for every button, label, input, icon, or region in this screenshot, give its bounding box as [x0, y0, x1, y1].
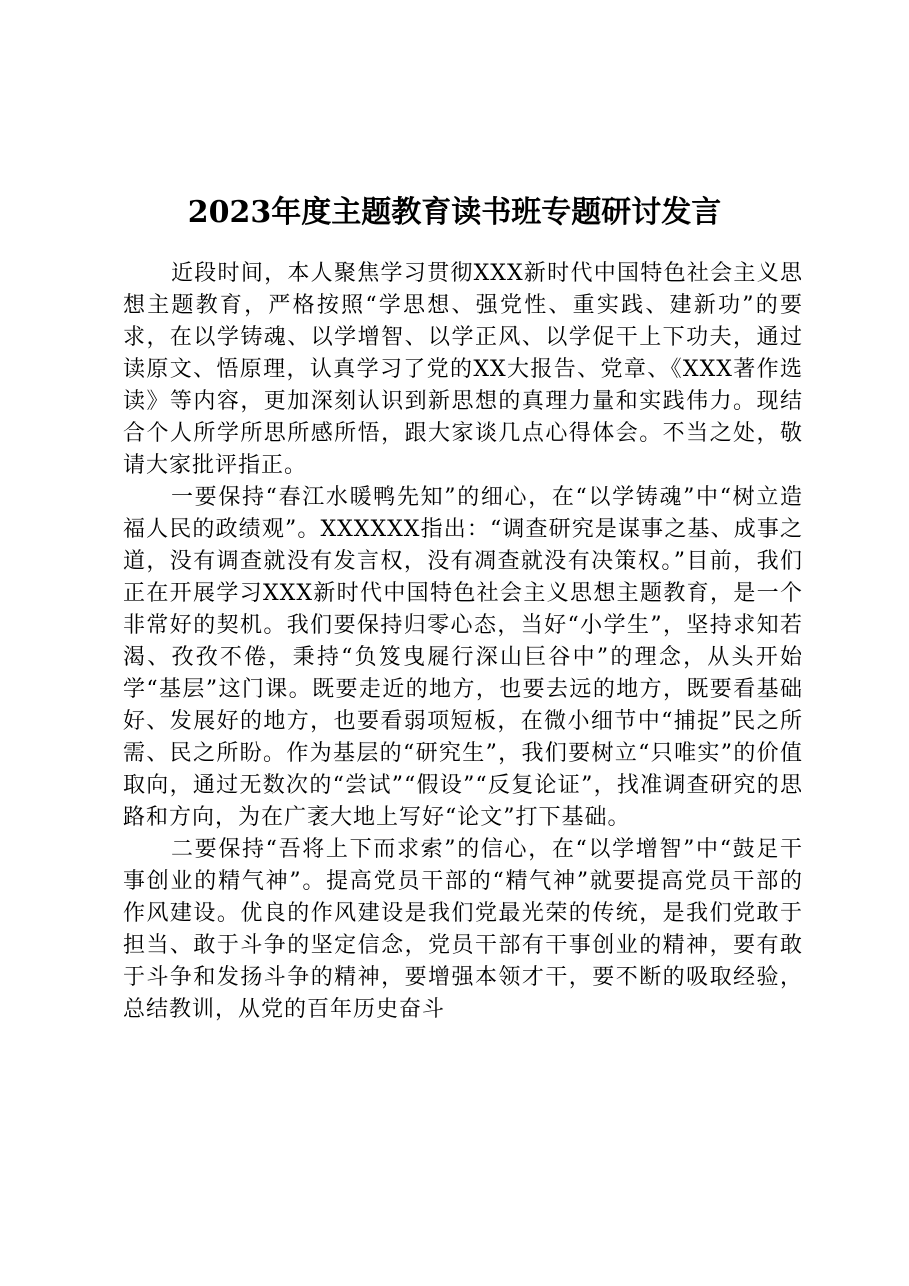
paragraph-intro: 近段时间，本人聚焦学习贯彻XXX新时代中国特色社会主义思想主题教育，严格按照“学思想、强党性、重实践、建新功”的要求，在以学铸魂、以学增智、以学正风、以学促干上下功夫，通过读原文、悟原理，认真学习了党的XX大报告、党章、《XXX著作选读》等内容，更加深刻认识到新思想的真理力量和实践伟力。现结合个人所学所思所感所悟，跟大家谈几点心得体会。不当之处，敬请大家批评指正。 [123, 261, 803, 478]
paragraph-point-two: 二要保持“吾将上下而求索”的信心，在“以学增智”中“鼓足干事创业的精气神”。提高党员干部的“精气神”就要提高党员干部的作风建设。优良的作风建设是我们党最光荣的传统，是我们党敢于担当、敢于斗争的坚定信念，党员干部有干事创业的精神，要有敢于斗争和发扬斗争的精神，要增强本领才干，要不断的吸取经验，总结教训，从党的百年历史奋斗 [123, 837, 803, 1022]
document-title: 2023年度主题教育读书班专题研讨发言 [187, 195, 722, 230]
paragraph-point-one: 一要保持“春江水暖鸭先知”的细心，在“以学铸魂”中“树立造福人民的政绩观”。XXXXXX指出：“调查研究是谋事之基、成事之道，没有调查就没有发言权，没有凋查就没有决策权。”目前，我们正在开展学习XXX新时代中国特色社会主义思想主题教育，是一个非常好的契机。我们要保持归零心态，当好“小学生”，坚持求知若渴、孜孜不倦，秉持“负笈曳屣行深山巨谷中”的理念，从头开始学“基层”这门课。既要走近的地方，也要去远的地方，既要看基础好、发展好的地方，也要看弱项短板，在微小细节中“捕捉”民之所需、民之所盼。作为基层的“研究生”，我们要树立“只唯实”的价值取向，通过无数次的“尝试”“假设”“反复论证”，找准调查研究的思路和方向，为在广袤大地上写好“论文”打下基础。 [123, 485, 803, 830]
document-body [123, 258, 803, 1026]
